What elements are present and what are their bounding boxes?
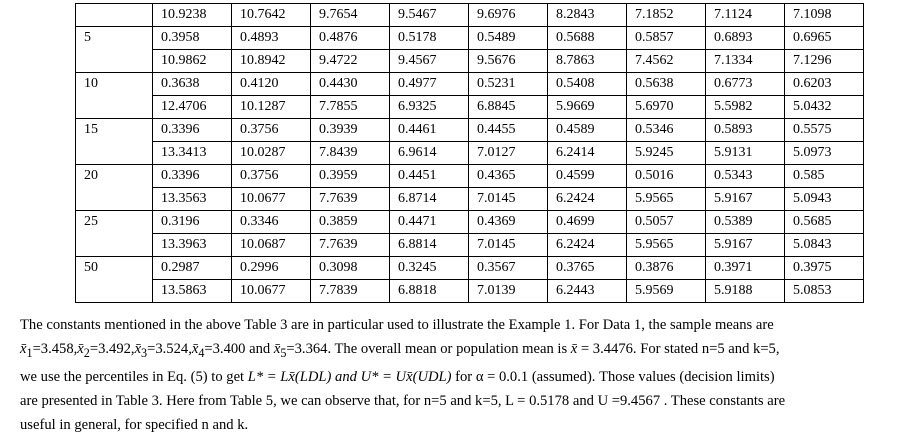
table-cell: 0.4471 bbox=[390, 211, 469, 234]
overall-mean-text: = 3.4476. For stated n=5 and k=5, bbox=[577, 341, 780, 357]
table-cell: 0.5685 bbox=[785, 211, 864, 234]
table-cell: 0.5178 bbox=[390, 27, 469, 50]
table-cell: 0.3638 bbox=[153, 73, 232, 96]
table-cell: 6.8814 bbox=[390, 234, 469, 257]
mean-1: $x̄_1=3.458$, bbox=[20, 341, 78, 360]
table-cell: 7.7839 bbox=[311, 280, 390, 303]
n-cell: 5 bbox=[76, 27, 153, 73]
table-cell: 5.9565 bbox=[627, 234, 706, 257]
table-cell: 0.6773 bbox=[706, 73, 785, 96]
table-cell: 0.4369 bbox=[469, 211, 548, 234]
table-cell: 0.2987 bbox=[153, 257, 232, 280]
table-cell: 0.5489 bbox=[469, 27, 548, 50]
table-cell: 5.9569 bbox=[627, 280, 706, 303]
mean-5: $x̄_5=3.364$. The overall mean or population mean is bbox=[273, 341, 571, 360]
mean-4: $x̄_4=3.400$ and bbox=[191, 341, 274, 360]
table-cell: 7.0139 bbox=[469, 280, 548, 303]
table-cell: 9.4722 bbox=[311, 50, 390, 73]
decision-limit-equation: L* = Lx̄(LDL) and U* = Ux̄(UDL) bbox=[247, 368, 452, 385]
n-cell: 25 bbox=[76, 211, 153, 257]
table-cell: 5.0853 bbox=[785, 280, 864, 303]
table-cell: 0.3756 bbox=[232, 165, 311, 188]
table-cell: 0.585 bbox=[785, 165, 864, 188]
body-paragraph bbox=[20, 313, 904, 437]
table-cell: 0.4893 bbox=[232, 27, 311, 50]
table-cell: 10.8942 bbox=[232, 50, 311, 73]
table-body bbox=[76, 4, 864, 303]
table-cell: 9.5467 bbox=[390, 4, 469, 27]
table-cell: 6.2414 bbox=[548, 142, 627, 165]
table-cell: 5.5982 bbox=[706, 96, 785, 119]
table-cell: 10.0677 bbox=[232, 188, 311, 211]
table-cell: 0.3765 bbox=[548, 257, 627, 280]
table-cell: 0.3958 bbox=[153, 27, 232, 50]
table-cell: 0.4455 bbox=[469, 119, 548, 142]
table-cell: 0.5346 bbox=[627, 119, 706, 142]
table-cell: 0.4876 bbox=[311, 27, 390, 50]
table-cell: 6.8845 bbox=[469, 96, 548, 119]
table-cell: 5.0432 bbox=[785, 96, 864, 119]
table-row bbox=[76, 142, 864, 165]
table-row bbox=[76, 50, 864, 73]
table-cell: 6.2443 bbox=[548, 280, 627, 303]
table-cell: 7.1098 bbox=[785, 4, 864, 27]
table-cell: 7.0145 bbox=[469, 234, 548, 257]
table-cell: 10.9862 bbox=[153, 50, 232, 73]
table-cell: 0.6893 bbox=[706, 27, 785, 50]
table-cell: 0.4120 bbox=[232, 73, 311, 96]
table-cell: 5.0943 bbox=[785, 188, 864, 211]
table-cell: 0.5016 bbox=[627, 165, 706, 188]
table-cell: 0.5408 bbox=[548, 73, 627, 96]
table-cell: 0.5857 bbox=[627, 27, 706, 50]
mean-3: $x̄_3=3.524$, bbox=[134, 341, 192, 360]
table-cell: 0.5231 bbox=[469, 73, 548, 96]
table-cell: 0.6965 bbox=[785, 27, 864, 50]
n-cell: 50 bbox=[76, 257, 153, 303]
table-cell: 0.4461 bbox=[390, 119, 469, 142]
table-cell: 10.1287 bbox=[232, 96, 311, 119]
table-cell: 5.9167 bbox=[706, 188, 785, 211]
paragraph-sentence-1: The constants mentioned in the above Table 3 are in particular used to illustrate the Example 1. For Data 1, the sample means are bbox=[20, 317, 774, 333]
table-cell: 5.9669 bbox=[548, 96, 627, 119]
table-cell: 0.3971 bbox=[706, 257, 785, 280]
table-row bbox=[76, 165, 864, 188]
table-cell: 6.2424 bbox=[548, 234, 627, 257]
table-cell: 0.3245 bbox=[390, 257, 469, 280]
table-cell: 10.0687 bbox=[232, 234, 311, 257]
table-cell: 0.6203 bbox=[785, 73, 864, 96]
table-cell: 9.7654 bbox=[311, 4, 390, 27]
paragraph-sentence-3a: we use the percentiles in Eq. (5) to get bbox=[20, 368, 248, 385]
table-cell: 0.4977 bbox=[390, 73, 469, 96]
table-cell: 0.3876 bbox=[627, 257, 706, 280]
table-cell: 0.3959 bbox=[311, 165, 390, 188]
table-cell: 0.5343 bbox=[706, 165, 785, 188]
n-cell: 15 bbox=[76, 119, 153, 165]
table-cell: 5.9131 bbox=[706, 142, 785, 165]
table-cell: 5.9245 bbox=[627, 142, 706, 165]
overall-mean-symbol: x̄ bbox=[570, 341, 578, 357]
data-table bbox=[75, 3, 864, 303]
table-cell: 0.3346 bbox=[232, 211, 311, 234]
table-cell: 0.3196 bbox=[153, 211, 232, 234]
table-cell: 7.1334 bbox=[706, 50, 785, 73]
table-cell: 5.0973 bbox=[785, 142, 864, 165]
table-cell: 0.4699 bbox=[548, 211, 627, 234]
table-cell: 0.3396 bbox=[153, 119, 232, 142]
table-cell: 7.1124 bbox=[706, 4, 785, 27]
table-cell: 0.5057 bbox=[627, 211, 706, 234]
table-cell: 10.7642 bbox=[232, 4, 311, 27]
table-cell: 6.9325 bbox=[390, 96, 469, 119]
table-cell: 7.1852 bbox=[627, 4, 706, 27]
table-row bbox=[76, 188, 864, 211]
table-cell: 8.7863 bbox=[548, 50, 627, 73]
table-cell: 0.3098 bbox=[311, 257, 390, 280]
table-cell: 0.4599 bbox=[548, 165, 627, 188]
table-cell: 7.8439 bbox=[311, 142, 390, 165]
table-cell: 0.5575 bbox=[785, 119, 864, 142]
table-row bbox=[76, 280, 864, 303]
table-cell: 0.2996 bbox=[232, 257, 311, 280]
table-cell: 0.4430 bbox=[311, 73, 390, 96]
table-cell: 5.9565 bbox=[627, 188, 706, 211]
table-row bbox=[76, 96, 864, 119]
table-cell: 5.9167 bbox=[706, 234, 785, 257]
table-cell: 12.4706 bbox=[153, 96, 232, 119]
table-cell: 13.3563 bbox=[153, 188, 232, 211]
table-cell: 0.4589 bbox=[548, 119, 627, 142]
paragraph-sentence-3b: for α = 0.0.1 (assumed). Those values (decision limits) bbox=[451, 368, 775, 385]
table-cell: 7.1296 bbox=[785, 50, 864, 73]
table-cell: 7.7639 bbox=[311, 188, 390, 211]
table-cell: 13.5863 bbox=[153, 280, 232, 303]
table-cell: 0.5389 bbox=[706, 211, 785, 234]
n-cell bbox=[76, 4, 153, 27]
table-cell: 8.2843 bbox=[548, 4, 627, 27]
table-cell: 6.8714 bbox=[390, 188, 469, 211]
table-row bbox=[76, 73, 864, 96]
table-cell: 5.6970 bbox=[627, 96, 706, 119]
table-cell: 7.0145 bbox=[469, 188, 548, 211]
table-cell: 0.3396 bbox=[153, 165, 232, 188]
table-row bbox=[76, 27, 864, 50]
table-cell: 10.0287 bbox=[232, 142, 311, 165]
n-cell: 10 bbox=[76, 73, 153, 119]
table-cell: 0.3756 bbox=[232, 119, 311, 142]
table-cell: 7.0127 bbox=[469, 142, 548, 165]
table-cell: 6.2424 bbox=[548, 188, 627, 211]
table-cell: 0.5893 bbox=[706, 119, 785, 142]
table-cell: 13.3963 bbox=[153, 234, 232, 257]
table-cell: 0.5688 bbox=[548, 27, 627, 50]
paragraph-sentence-4: are presented in Table 3. Here from Table 5, we can observe that, for n=5 and k=5, L = 0.5178 and U =9.4567 . These constants are bbox=[20, 392, 786, 409]
table-cell: 0.3567 bbox=[469, 257, 548, 280]
table-cell: 0.5638 bbox=[627, 73, 706, 96]
paragraph-sentence-5: useful in general, for specified n and k. bbox=[20, 416, 249, 433]
table-cell: 5.9188 bbox=[706, 280, 785, 303]
table-cell: 0.3859 bbox=[311, 211, 390, 234]
n-cell: 20 bbox=[76, 165, 153, 211]
table-row bbox=[76, 4, 864, 27]
table-row bbox=[76, 234, 864, 257]
table-cell: 13.3413 bbox=[153, 142, 232, 165]
table-cell: 10.9238 bbox=[153, 4, 232, 27]
table-cell: 9.6976 bbox=[469, 4, 548, 27]
table-cell: 9.5676 bbox=[469, 50, 548, 73]
table-cell: 10.0677 bbox=[232, 280, 311, 303]
table-row bbox=[76, 119, 864, 142]
table-cell: 6.9614 bbox=[390, 142, 469, 165]
table-row bbox=[76, 257, 864, 280]
table-cell: 7.4562 bbox=[627, 50, 706, 73]
table-cell: 6.8818 bbox=[390, 280, 469, 303]
table-cell: 0.3939 bbox=[311, 119, 390, 142]
table-cell: 0.4451 bbox=[390, 165, 469, 188]
table-cell: 7.7639 bbox=[311, 234, 390, 257]
table-cell: 0.3975 bbox=[785, 257, 864, 280]
table-cell: 7.7855 bbox=[311, 96, 390, 119]
mean-2: $x̄_2=3.492$, bbox=[77, 341, 135, 360]
table-cell: 0.4365 bbox=[469, 165, 548, 188]
table-cell: 9.4567 bbox=[390, 50, 469, 73]
table-row bbox=[76, 211, 864, 234]
table-cell: 5.0843 bbox=[785, 234, 864, 257]
